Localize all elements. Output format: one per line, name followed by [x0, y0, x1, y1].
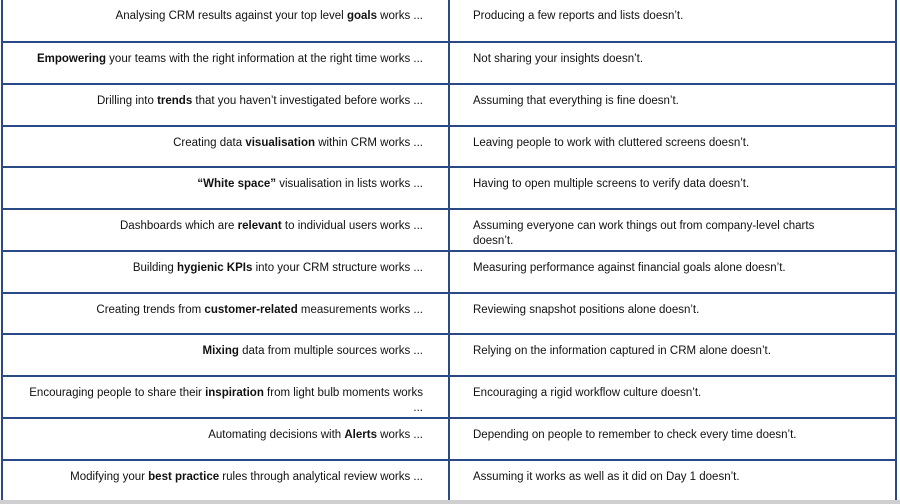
doesnt-cell: Reviewing snapshot positions alone doesn’t.	[473, 303, 700, 316]
works-text: to individual users works ...	[281, 220, 423, 232]
bottom-edge	[0, 500, 900, 504]
works-keyword: Mixing	[202, 345, 239, 358]
works-text: Automating decisions with	[208, 428, 345, 441]
doesnt-cell: Depending on people to remember to check every time doesn’t.	[473, 428, 797, 441]
works-cell	[3, 461, 450, 501]
works-keyword: customer-related	[204, 303, 298, 316]
table-row	[3, 294, 895, 336]
works-keyword: goals	[346, 10, 377, 22]
table-row	[3, 335, 895, 377]
doesnt-cell: Not sharing your insights doesn’t.	[473, 53, 644, 65]
doesnt-cell: Producing a few reports and lists doesn’t.	[473, 10, 684, 22]
doesnt-cell: Leaving people to work with cluttered screens doesn’t.	[473, 136, 750, 149]
table-row	[3, 168, 895, 210]
works-keyword: best practice	[148, 470, 220, 483]
table-row	[3, 419, 895, 461]
works-text: Analysing CRM results against your top level	[115, 10, 347, 22]
works-text: within CRM works ...	[315, 136, 423, 149]
works-cell	[3, 168, 450, 208]
works-cell	[3, 210, 450, 250]
works-text: Drilling into	[96, 94, 158, 107]
table-row	[3, 127, 895, 169]
works-text: Modifying your	[70, 470, 149, 483]
doesnt-cell: Measuring performance against financial goals alone doesn’t.	[473, 261, 786, 274]
table-row	[3, 0, 895, 43]
works-cell	[3, 377, 450, 417]
works-text: rules through analytical review works ...	[219, 470, 423, 483]
comparison-table	[1, 0, 897, 500]
works-text: Dashboards which are	[120, 220, 238, 232]
works-text: into your CRM structure works ...	[252, 261, 423, 274]
works-text: visualisation in lists works ...	[276, 178, 423, 191]
works-cell	[3, 419, 450, 459]
works-cell	[3, 43, 450, 83]
doesnt-cell: Assuming that everything is fine doesn’t.	[473, 94, 679, 107]
works-cell	[3, 294, 450, 334]
doesnt-cell: Relying on the information captured in CRM alone doesn’t.	[473, 345, 771, 358]
works-keyword: Alerts	[344, 428, 377, 441]
works-keyword: inspiration	[205, 387, 264, 399]
works-cell	[3, 0, 450, 41]
works-keyword: relevant	[237, 220, 282, 232]
doesnt-cell: Encouraging a rigid workflow culture doesn’t.	[473, 387, 702, 399]
works-text: Creating trends from	[96, 303, 205, 316]
works-text: data from multiple sources works ...	[238, 345, 423, 358]
works-text: Building	[132, 261, 177, 274]
works-text: your teams with the right information at the right time works ...	[105, 53, 423, 65]
works-keyword: hygienic KPIs	[176, 261, 253, 274]
works-keyword: Empowering	[36, 53, 106, 65]
doesnt-cell: Having to open multiple screens to verify data doesn’t.	[473, 178, 750, 191]
table-row	[3, 377, 895, 419]
doesnt-cell: Assuming everyone can work things out from company-level charts doesn’t.	[473, 220, 815, 247]
works-keyword: “White space”	[197, 178, 276, 191]
works-text: measurements works ...	[297, 303, 423, 316]
works-text: from light bulb moments works ...	[263, 387, 423, 414]
works-keyword: trends	[157, 94, 193, 107]
works-cell	[3, 85, 450, 125]
works-text: works ...	[376, 428, 423, 441]
works-text: that you haven’t investigated before works ...	[192, 94, 423, 107]
works-text: works ...	[376, 10, 423, 22]
works-keyword: visualisation	[245, 136, 315, 149]
works-cell	[3, 252, 450, 292]
works-text: Encouraging people to share their	[29, 387, 206, 399]
works-text: Creating data	[173, 136, 246, 149]
table-row	[3, 461, 895, 503]
table-row	[3, 43, 895, 85]
table-row	[3, 252, 895, 294]
doesnt-cell: Assuming it works as well as it did on Day 1 doesn’t.	[473, 470, 740, 483]
works-cell	[3, 127, 450, 167]
table-row	[3, 85, 895, 127]
works-cell	[3, 335, 450, 375]
table-row	[3, 210, 895, 252]
